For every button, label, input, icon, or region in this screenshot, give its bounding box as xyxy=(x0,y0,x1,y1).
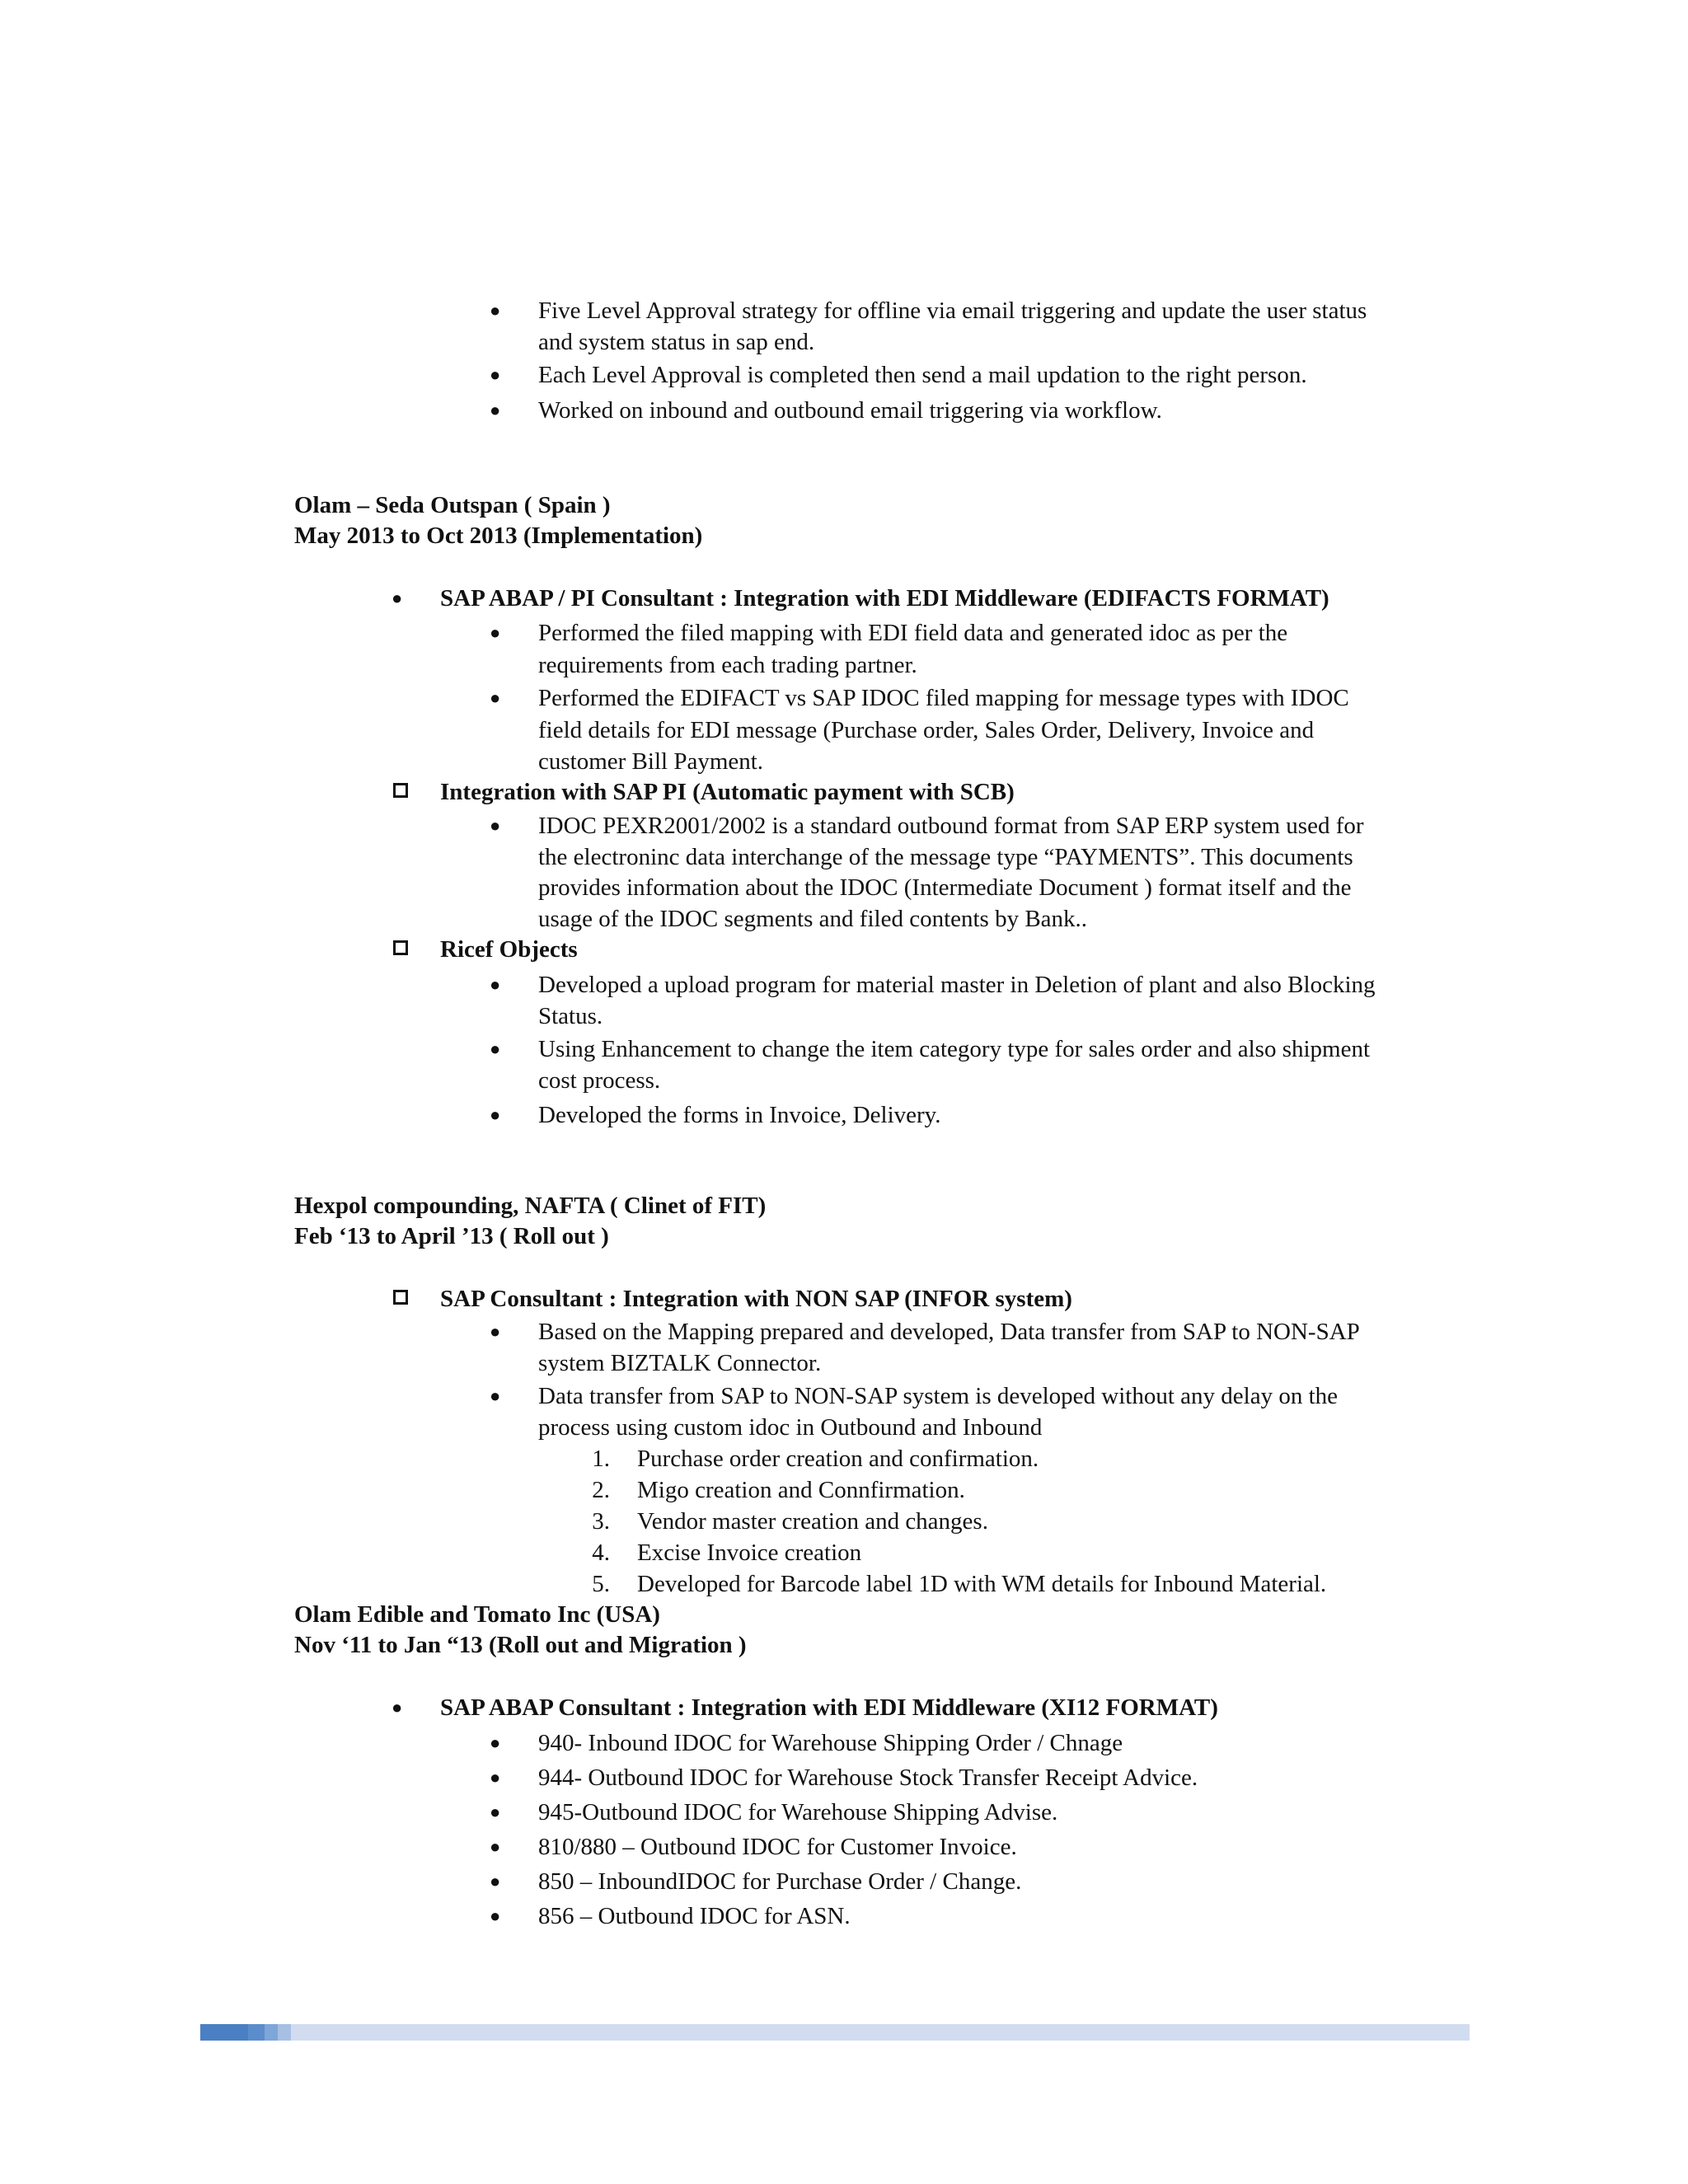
list-number: 1. xyxy=(592,1446,610,1472)
bullet-icon: ● xyxy=(490,1104,501,1125)
role-heading: Ricef Objects xyxy=(440,936,578,963)
list-item-text: Using Enhancement to change the item category type for sales order and also shipment xyxy=(538,1036,1371,1062)
list-item-text: process using custom idoc in Outbound and Inbound xyxy=(538,1414,1043,1441)
role-heading: Integration with SAP PI (Automatic payment with SCB) xyxy=(440,779,1015,805)
list-item-text: requirements from each trading partner. xyxy=(538,652,917,678)
period-heading: Nov ‘11 to Jan “13 (Roll out and Migration ) xyxy=(294,1632,747,1658)
bullet-icon: ● xyxy=(490,1802,501,1822)
list-item-text: Developed the forms in Invoice, Delivery. xyxy=(538,1102,941,1128)
list-item-text: the electroninc data interchange of the message type “PAYMENTS”. This documents xyxy=(538,844,1353,870)
bullet-icon: ● xyxy=(490,300,501,321)
bullet-icon: ● xyxy=(490,1905,501,1926)
list-item-text: Developed a upload program for material master in Deletion of plant and also Blocking xyxy=(538,972,1376,998)
bullet-icon: ● xyxy=(392,588,403,608)
footer-bar-segment xyxy=(200,2024,248,2041)
period-heading: Feb ‘13 to April ’13 ( Roll out ) xyxy=(294,1223,609,1249)
footer-bar-segment xyxy=(278,2024,291,2041)
footer-bar-segment xyxy=(265,2024,278,2041)
bullet-icon: ● xyxy=(490,1321,501,1342)
list-item-text: Worked on inbound and outbound email triggering via workflow. xyxy=(538,397,1162,424)
period-heading: May 2013 to Oct 2013 (Implementation) xyxy=(294,523,703,549)
checkbox-square-icon xyxy=(393,1290,408,1305)
numbered-item-text: Migo creation and Connfirmation. xyxy=(637,1477,965,1503)
numbered-item-text: Purchase order creation and confirmation. xyxy=(637,1446,1039,1472)
bullet-icon: ● xyxy=(392,1697,403,1718)
bullet-icon: ● xyxy=(490,1732,501,1753)
bullet-icon: ● xyxy=(490,1871,501,1891)
list-item-text: field details for EDI message (Purchase order, Sales Order, Delivery, Invoice and xyxy=(538,717,1315,743)
list-item-text: 945-Outbound IDOC for Warehouse Shipping Advise. xyxy=(538,1799,1058,1825)
list-item-text: provides information about the IDOC (Intermediate Document ) format itself and the xyxy=(538,874,1352,901)
company-heading: Hexpol compounding, NAFTA ( Clinet of FIT) xyxy=(294,1193,767,1219)
list-item-text: 940- Inbound IDOC for Warehouse Shipping Order / Chnage xyxy=(538,1730,1123,1756)
company-heading: Olam Edible and Tomato Inc (USA) xyxy=(294,1601,660,1628)
footer-bar-segment xyxy=(291,2024,1470,2041)
bullet-icon: ● xyxy=(490,974,501,995)
list-item-text: cost process. xyxy=(538,1067,661,1094)
role-heading: SAP Consultant : Integration with NON SAP (INFOR system) xyxy=(440,1286,1072,1312)
bullet-icon: ● xyxy=(490,1385,501,1406)
list-number: 5. xyxy=(592,1571,610,1597)
list-item-text: 944- Outbound IDOC for Warehouse Stock Transfer Receipt Advice. xyxy=(538,1765,1198,1791)
footer-bar xyxy=(200,2024,1470,2041)
bullet-icon: ● xyxy=(490,1038,501,1059)
numbered-item-text: Excise Invoice creation xyxy=(637,1540,862,1566)
bullet-icon: ● xyxy=(490,400,501,420)
list-item-text: Each Level Approval is completed then send a mail updation to the right person. xyxy=(538,362,1307,388)
list-number: 4. xyxy=(592,1540,610,1566)
numbered-item-text: Vendor master creation and changes. xyxy=(637,1508,988,1535)
list-item-text: Performed the EDIFACT vs SAP IDOC filed mapping for message types with IDOC xyxy=(538,685,1349,711)
role-heading: SAP ABAP Consultant : Integration with EDI Middleware (XI12 FORMAT) xyxy=(440,1694,1218,1721)
list-item-text: 850 – InboundIDOC for Purchase Order / Change. xyxy=(538,1868,1022,1895)
list-item-text: usage of the IDOC segments and filed contents by Bank.. xyxy=(538,906,1088,932)
checkbox-square-icon xyxy=(393,940,408,955)
list-item-text: customer Bill Payment. xyxy=(538,748,764,775)
list-item-text: Performed the filed mapping with EDI field data and generated idoc as per the xyxy=(538,620,1288,646)
bullet-icon: ● xyxy=(490,1836,501,1857)
list-item-text: and system status in sap end. xyxy=(538,329,815,355)
numbered-item-text: Developed for Barcode label 1D with WM details for Inbound Material. xyxy=(637,1571,1327,1597)
bullet-icon: ● xyxy=(490,1767,501,1788)
bullet-icon: ● xyxy=(490,622,501,643)
list-item-text: Data transfer from SAP to NON-SAP system is developed without any delay on the xyxy=(538,1383,1338,1409)
list-item-text: 856 – Outbound IDOC for ASN. xyxy=(538,1903,851,1929)
list-number: 2. xyxy=(592,1477,610,1503)
role-heading: SAP ABAP / PI Consultant : Integration with EDI Middleware (EDIFACTS FORMAT) xyxy=(440,585,1329,612)
list-item-text: 810/880 – Outbound IDOC for Customer Invoice. xyxy=(538,1834,1017,1860)
company-heading: Olam – Seda Outspan ( Spain ) xyxy=(294,492,611,518)
bullet-icon: ● xyxy=(490,687,501,708)
list-item-text: Five Level Approval strategy for offline via email triggering and update the user status xyxy=(538,298,1367,324)
list-item-text: Status. xyxy=(538,1003,603,1029)
list-number: 3. xyxy=(592,1508,610,1535)
footer-bar-segment xyxy=(248,2024,265,2041)
list-item-text: IDOC PEXR2001/2002 is a standard outbound format from SAP ERP system used for xyxy=(538,813,1364,839)
checkbox-square-icon xyxy=(393,783,408,798)
list-item-text: Based on the Mapping prepared and developed, Data transfer from SAP to NON-SAP xyxy=(538,1319,1360,1345)
bullet-icon: ● xyxy=(490,364,501,385)
list-item-text: system BIZTALK Connector. xyxy=(538,1350,822,1376)
bullet-icon: ● xyxy=(490,815,501,836)
